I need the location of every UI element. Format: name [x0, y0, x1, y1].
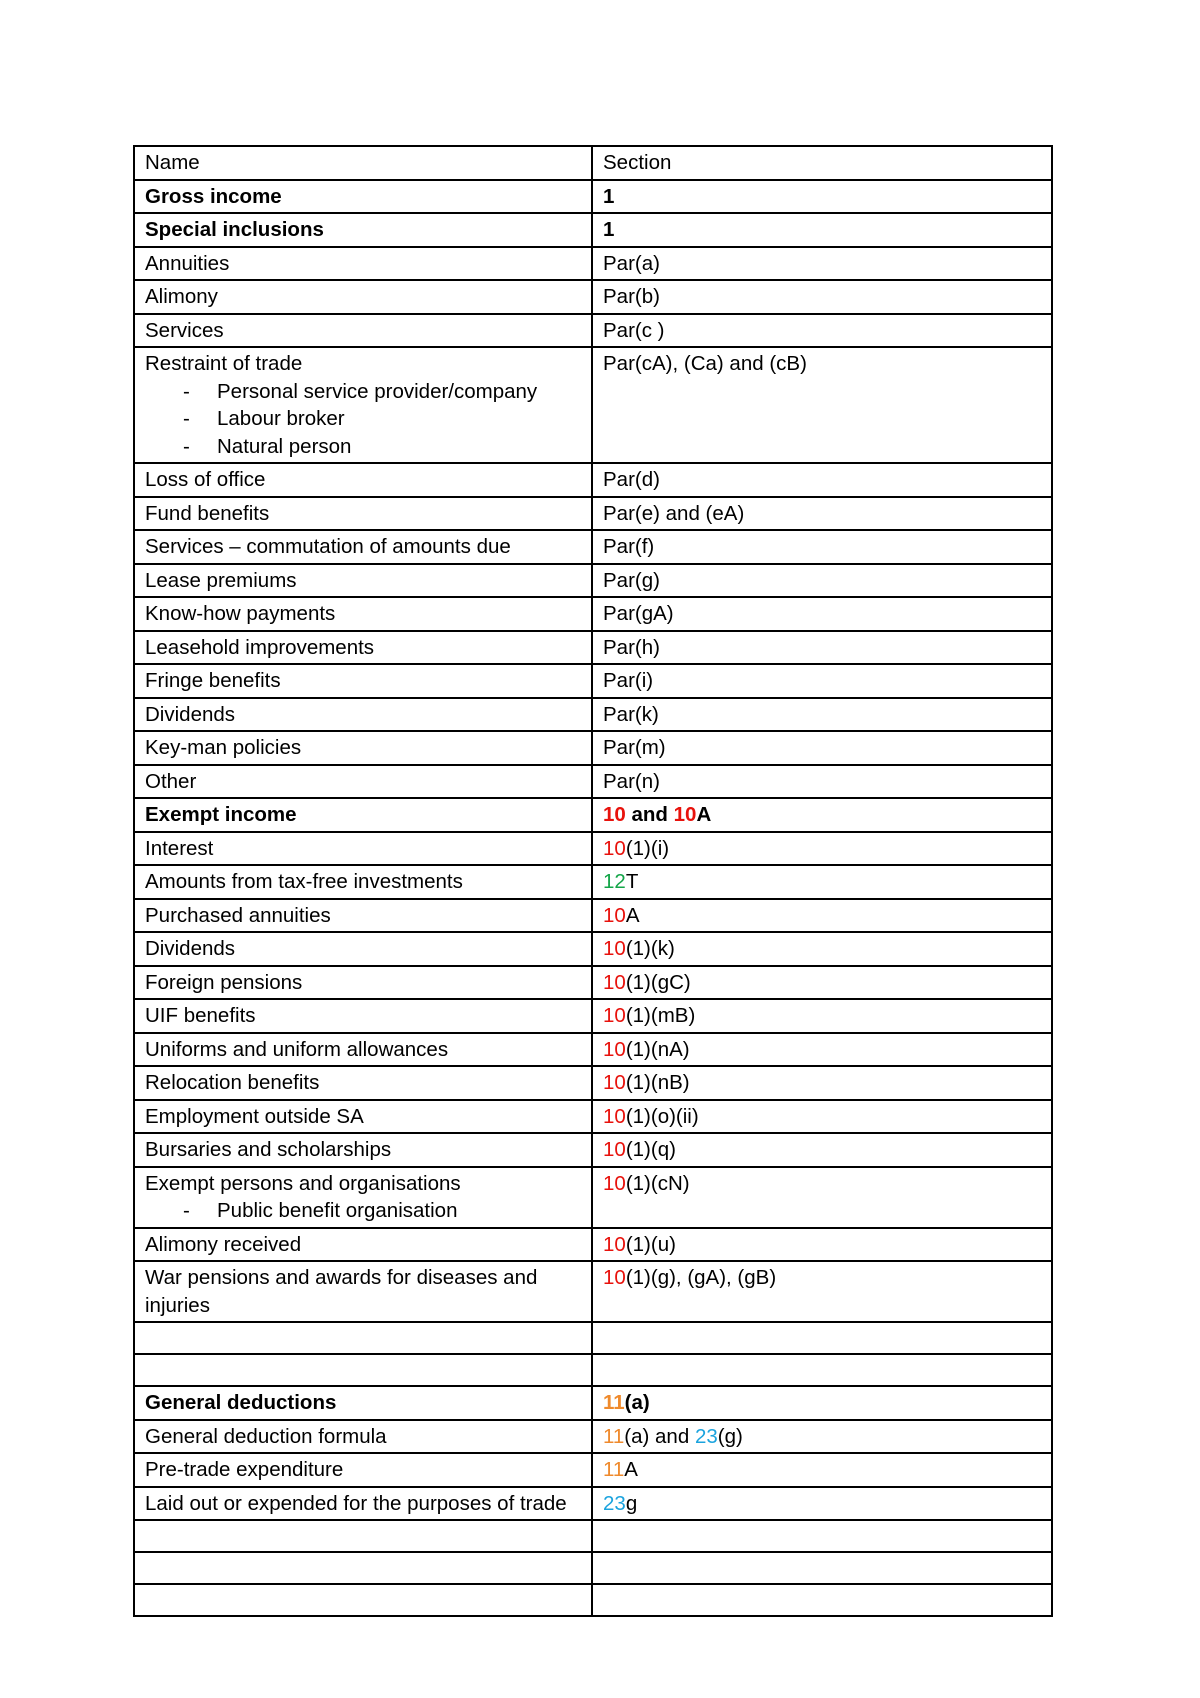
- row-name: Foreign pensions: [134, 966, 592, 1000]
- table-row: [134, 1420, 1052, 1454]
- row-section: Par(h): [592, 631, 1052, 665]
- table-row: [134, 180, 1052, 214]
- row-name: Fund benefits: [134, 497, 592, 531]
- row-section: 10(1)(nB): [592, 1066, 1052, 1100]
- sub-item: - Public benefit organisation: [145, 1197, 581, 1225]
- row-name: Loss of office: [134, 463, 592, 497]
- row-section: 1: [592, 213, 1052, 247]
- table-row: [134, 1033, 1052, 1067]
- empty-row: [134, 1520, 1052, 1552]
- empty-cell: [134, 1322, 592, 1354]
- table-row: [134, 798, 1052, 832]
- row-name: War pensions and awards for diseases and injuries: [134, 1261, 592, 1322]
- row-section: 10(1)(i): [592, 832, 1052, 866]
- row-section: 10(1)(k): [592, 932, 1052, 966]
- row-name: Restraint of trade: [145, 352, 303, 375]
- table-row: [134, 1453, 1052, 1487]
- row-name: Employment outside SA: [134, 1100, 592, 1134]
- row-section: 10(1)(nA): [592, 1033, 1052, 1067]
- row-section: 10(1)(g), (gA), (gB): [592, 1261, 1052, 1322]
- sub-item: - Personal service provider/company: [145, 378, 581, 406]
- row-name: Bursaries and scholarships: [134, 1133, 592, 1167]
- row-name: Gross income: [134, 180, 592, 214]
- table-row: [134, 865, 1052, 899]
- document-page: [133, 145, 1051, 1617]
- row-section: Par(k): [592, 698, 1052, 732]
- table-row: [134, 999, 1052, 1033]
- row-name: Other: [134, 765, 592, 799]
- row-section: 10 and 10A: [592, 798, 1052, 832]
- table-row: [134, 247, 1052, 281]
- empty-row: [134, 1552, 1052, 1584]
- row-section: 11A: [592, 1453, 1052, 1487]
- row-name: Purchased annuities: [134, 899, 592, 933]
- table-row: [134, 631, 1052, 665]
- row-name: Know-how payments: [134, 597, 592, 631]
- row-section: 10(1)(u): [592, 1228, 1052, 1262]
- row-name: Alimony: [134, 280, 592, 314]
- row-name: Exempt income: [134, 798, 592, 832]
- row-name-cell: [134, 1167, 592, 1228]
- empty-row: [134, 1584, 1052, 1616]
- row-name: Fringe benefits: [134, 664, 592, 698]
- empty-cell: [592, 1322, 1052, 1354]
- row-section: 10(1)(q): [592, 1133, 1052, 1167]
- table-row: [134, 1167, 1052, 1228]
- sub-item: - Natural person: [145, 433, 581, 461]
- row-section: Par(g): [592, 564, 1052, 598]
- tax-sections-table: [133, 145, 1053, 1617]
- row-name: Services: [134, 314, 592, 348]
- row-section: 10(1)(gC): [592, 966, 1052, 1000]
- table-row: [134, 731, 1052, 765]
- row-section: 23g: [592, 1487, 1052, 1521]
- header-name: Name: [134, 146, 592, 180]
- row-name: Dividends: [134, 698, 592, 732]
- row-name: General deductions: [134, 1386, 592, 1420]
- row-section: Par(d): [592, 463, 1052, 497]
- table-row: [134, 1100, 1052, 1134]
- row-name: Pre-trade expenditure: [134, 1453, 592, 1487]
- empty-cell: [592, 1552, 1052, 1584]
- row-name: Leasehold improvements: [134, 631, 592, 665]
- table-row: [134, 765, 1052, 799]
- row-section: Par(a): [592, 247, 1052, 281]
- table-row: [134, 1228, 1052, 1262]
- row-name: Laid out or expended for the purposes of trade: [134, 1487, 592, 1521]
- row-name: Special inclusions: [134, 213, 592, 247]
- row-name: Uniforms and uniform allowances: [134, 1033, 592, 1067]
- row-section: Par(c ): [592, 314, 1052, 348]
- row-section: 10(1)(o)(ii): [592, 1100, 1052, 1134]
- row-section: 1: [592, 180, 1052, 214]
- row-name: Annuities: [134, 247, 592, 281]
- row-section: Par(n): [592, 765, 1052, 799]
- empty-cell: [134, 1520, 592, 1552]
- row-section: Par(cA), (Ca) and (cB): [592, 347, 1052, 463]
- table-row: [134, 213, 1052, 247]
- table-row: [134, 530, 1052, 564]
- empty-cell: [134, 1552, 592, 1584]
- empty-cell: [592, 1584, 1052, 1616]
- table-row: [134, 899, 1052, 933]
- row-name: Lease premiums: [134, 564, 592, 598]
- row-name: Interest: [134, 832, 592, 866]
- row-name: Relocation benefits: [134, 1066, 592, 1100]
- row-section: 11(a) and 23(g): [592, 1420, 1052, 1454]
- row-name: Alimony received: [134, 1228, 592, 1262]
- table-row: [134, 564, 1052, 598]
- row-section: Par(e) and (eA): [592, 497, 1052, 531]
- table-row: [134, 698, 1052, 732]
- table-row: [134, 1261, 1052, 1322]
- empty-cell: [134, 1584, 592, 1616]
- row-section: 10A: [592, 899, 1052, 933]
- empty-row: [134, 1322, 1052, 1354]
- empty-cell: [592, 1520, 1052, 1552]
- row-name: Services – commutation of amounts due: [134, 530, 592, 564]
- row-name: General deduction formula: [134, 1420, 592, 1454]
- row-section: Par(i): [592, 664, 1052, 698]
- header-section: Section: [592, 146, 1052, 180]
- table-row: [134, 1487, 1052, 1521]
- table-row: [134, 832, 1052, 866]
- row-name: Amounts from tax-free investments: [134, 865, 592, 899]
- table-header-row: [134, 146, 1052, 180]
- table-row: [134, 347, 1052, 463]
- row-section: 10(1)(mB): [592, 999, 1052, 1033]
- row-name: Key-man policies: [134, 731, 592, 765]
- table-row: [134, 664, 1052, 698]
- empty-cell: [592, 1354, 1052, 1386]
- table-row: [134, 932, 1052, 966]
- empty-cell: [134, 1354, 592, 1386]
- table-row: [134, 1386, 1052, 1420]
- table-row: [134, 966, 1052, 1000]
- row-section: Par(f): [592, 530, 1052, 564]
- row-section: Par(gA): [592, 597, 1052, 631]
- table-row: [134, 597, 1052, 631]
- table-row: [134, 497, 1052, 531]
- empty-row: [134, 1354, 1052, 1386]
- row-name: Dividends: [134, 932, 592, 966]
- table-row: [134, 280, 1052, 314]
- row-name-cell: [134, 347, 592, 463]
- row-section: Par(m): [592, 731, 1052, 765]
- table-row: [134, 1066, 1052, 1100]
- table-row: [134, 314, 1052, 348]
- row-section: 11(a): [592, 1386, 1052, 1420]
- table-row: [134, 463, 1052, 497]
- sub-item: - Labour broker: [145, 405, 581, 433]
- row-name: Exempt persons and organisations: [145, 1171, 461, 1195]
- row-section: 10(1)(cN): [592, 1167, 1052, 1228]
- row-section: Par(b): [592, 280, 1052, 314]
- row-name: UIF benefits: [134, 999, 592, 1033]
- table-row: [134, 1133, 1052, 1167]
- row-section: 12T: [592, 865, 1052, 899]
